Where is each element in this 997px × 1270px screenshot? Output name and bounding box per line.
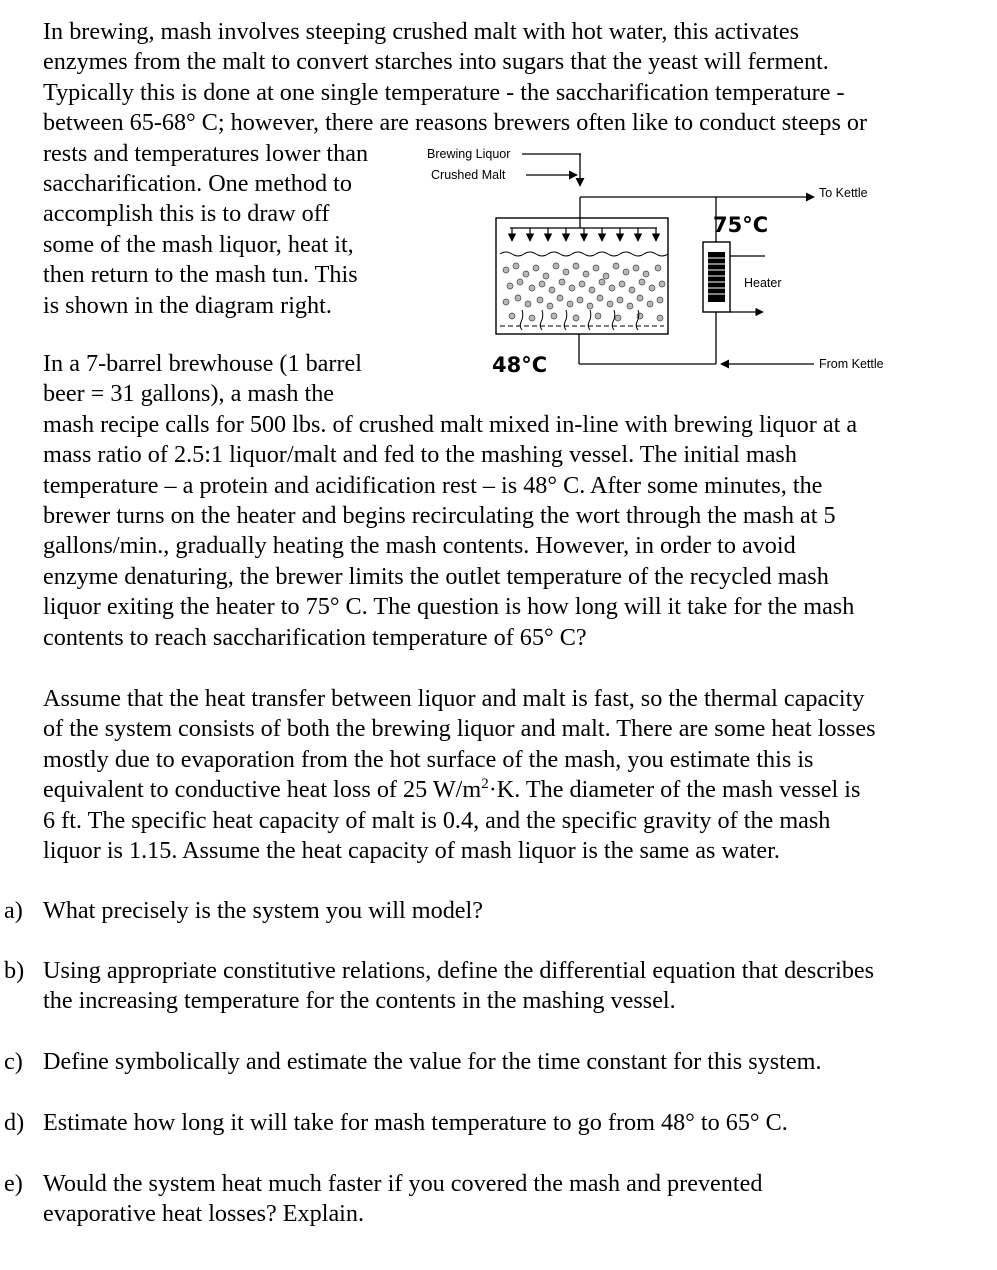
question-text: Would the system heat much faster if you covered the mash and prevented bbox=[43, 1170, 763, 1197]
assumptions-line: Assume that the heat transfer between liquor and malt is fast, so the thermal capacity bbox=[43, 685, 865, 712]
problem-line: In a 7-barrel brewhouse (1 barrel bbox=[43, 350, 362, 377]
to-kettle-label: To Kettle bbox=[819, 186, 868, 200]
problem-paragraph bbox=[43, 349, 857, 653]
assumptions-line: liquor is 1.15. Assume the heat capacity of mash liquor is the same as water. bbox=[43, 837, 780, 865]
question-text: evaporative heat losses? Explain. bbox=[43, 1200, 365, 1228]
problem-line: contents to reach saccharification temperature of 65° C? bbox=[43, 623, 587, 651]
mash-surface bbox=[500, 252, 668, 256]
question-label: b) bbox=[4, 957, 25, 984]
problem-line: liquor exiting the heater to 75° C. The question is how long will it take for the mash bbox=[43, 593, 855, 621]
intro-line: then return to the mash tun. This bbox=[43, 261, 358, 289]
squared-superscript: 2 bbox=[481, 776, 489, 793]
assumptions-line: mostly due to evaporation from the hot surface of the mash, you estimate this is bbox=[43, 745, 814, 773]
crushed-malt-label: Crushed Malt bbox=[431, 168, 506, 182]
question-text: Define symbolically and estimate the value for the time constant for this system. bbox=[43, 1048, 822, 1075]
problem-line: mash recipe calls for 500 lbs. of crushed malt mixed in-line with brewing liquor at a bbox=[43, 410, 858, 438]
from-kettle-label: From Kettle bbox=[819, 357, 884, 371]
malt-grains bbox=[503, 263, 665, 321]
inlet-temperature-note: 48°C bbox=[492, 353, 548, 377]
intro-line: is shown in the diagram right. bbox=[43, 291, 332, 319]
problem-line: mass ratio of 2.5:1 liquor/malt and fed to the mashing vessel. The initial mash bbox=[43, 441, 797, 469]
question-label: d) bbox=[4, 1109, 25, 1136]
problem-line: temperature – a protein and acidification rest – is 48° C. After some minutes, the bbox=[43, 471, 823, 499]
vessel-diameter-text: ·K. The diameter of the mash vessel is bbox=[488, 776, 861, 804]
heater-label: Heater bbox=[744, 276, 782, 290]
question-label: a) bbox=[4, 897, 23, 924]
intro-line: In brewing, mash involves steeping crushed malt with hot water, this activates bbox=[43, 18, 800, 45]
question-text: What precisely is the system you will model? bbox=[43, 897, 483, 924]
drainage-arrows bbox=[520, 310, 639, 330]
intro-line: Typically this is done at one single temperature - the saccharification temperature - bbox=[43, 78, 845, 106]
brewing-liquor-label: Brewing Liquor bbox=[427, 147, 511, 161]
question-text: Estimate how long it will take for mash temperature to go from 48° to 65° C. bbox=[43, 1109, 788, 1136]
intro-line: between 65-68° C; however, there are reasons brewers often like to conduct steeps or bbox=[43, 109, 868, 137]
problem-line: brewer turns on the heater and begins recirculating the wort through the mash at 5 bbox=[43, 502, 836, 530]
question-label: e) bbox=[4, 1170, 23, 1197]
problem-line: gallons/min., gradually heating the mash contents. However, in order to avoid bbox=[43, 532, 796, 560]
outlet-temperature-note: 75°C bbox=[713, 213, 769, 237]
intro-line: enzymes from the malt to convert starches into sugars that the yeast will ferment. bbox=[43, 48, 829, 76]
heat-loss-text: equivalent to conductive heat loss of 25 W/m bbox=[43, 776, 482, 804]
question-text: Using appropriate constitutive relations, define the differential equation that describes bbox=[43, 957, 875, 984]
intro-line: saccharification. One method to bbox=[43, 170, 352, 198]
assumptions-line: 6 ft. The specific heat capacity of malt is 0.4, and the specific gravity of the mash bbox=[43, 806, 831, 834]
assumptions-line: of the system consists of both the brewing liquor and malt. There are some heat losses bbox=[43, 715, 876, 743]
intro-line: rests and temperatures lower than bbox=[43, 139, 369, 167]
assumptions-line bbox=[43, 775, 876, 805]
intro-line: some of the mash liquor, heat it, bbox=[43, 230, 354, 258]
assumptions-paragraph bbox=[43, 684, 876, 866]
problem-line: enzyme denaturing, the brewer limits the outlet temperature of the recycled mash bbox=[43, 562, 829, 590]
spray-arrows bbox=[512, 228, 656, 241]
problem-line: beer = 31 gallons), a mash the bbox=[43, 380, 335, 408]
question-text: the increasing temperature for the contents in the mashing vessel. bbox=[43, 987, 676, 1015]
question-label: c) bbox=[4, 1048, 23, 1075]
intro-line: accomplish this is to draw off bbox=[43, 200, 330, 228]
